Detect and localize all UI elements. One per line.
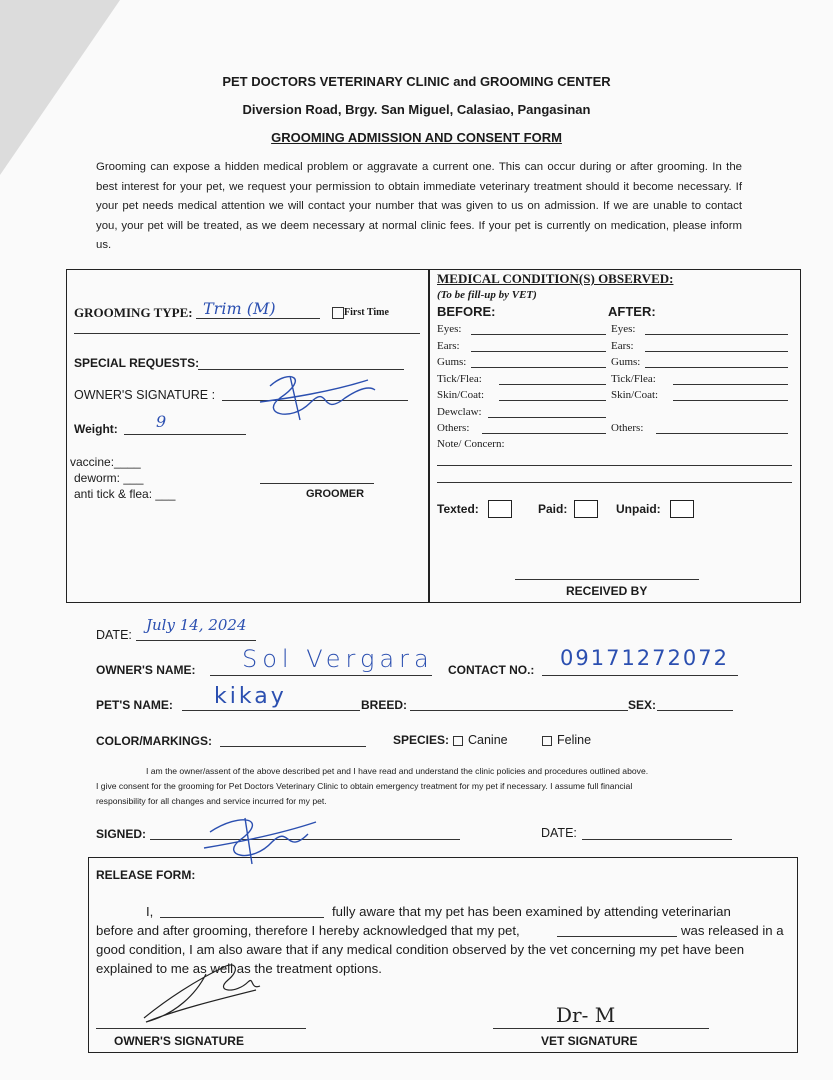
consent-line-3: responsibility for all changes and service incurred for my pet. bbox=[96, 796, 327, 806]
feline-option[interactable] bbox=[542, 733, 591, 747]
breed-label: BREED: bbox=[361, 698, 408, 712]
unpaid-checkbox[interactable] bbox=[670, 500, 694, 518]
unpaid-label: Unpaid: bbox=[616, 502, 661, 516]
medical-subtitle: (To be fill-up by VET) bbox=[437, 289, 537, 301]
pet-name-value: kikay bbox=[214, 684, 287, 709]
antitick-label: anti tick & flea: ___ bbox=[74, 487, 176, 501]
consent-date-line[interactable] bbox=[582, 839, 732, 840]
texted-checkbox[interactable] bbox=[488, 500, 512, 518]
owner-name-value: Sol Vergara bbox=[242, 645, 434, 673]
before-label: Eyes: bbox=[437, 323, 462, 335]
contact-line[interactable] bbox=[542, 675, 738, 676]
weight-line[interactable] bbox=[124, 434, 246, 435]
after-label: Ears: bbox=[611, 339, 634, 352]
texted-label: Texted: bbox=[437, 502, 479, 516]
after-heading: AFTER: bbox=[608, 304, 656, 319]
intro-paragraph: Grooming can expose a hidden medical problem or aggravate a current one. This can occur during or after grooming. In the best interest for your pet, we request your permission to obtain immediate veterinary treatment should it become necessary. If your pet needs medical attention we will contact your number that was given to us on admission. If we are unable to contact you, your pet will be treated, as we deem necessary at normal clinic fees. If your pet is currently on medication, please inform us. bbox=[96, 161, 742, 252]
grooming-type-label: GROOMING TYPE: bbox=[74, 305, 193, 320]
form-title: GROOMING ADMISSION AND CONSENT FORM bbox=[271, 130, 562, 145]
date-line[interactable] bbox=[136, 640, 256, 641]
note-line-1[interactable] bbox=[437, 465, 792, 466]
sex-label: SEX: bbox=[628, 698, 657, 712]
consent-signature-scribble bbox=[200, 812, 320, 868]
before-heading: BEFORE: bbox=[437, 304, 496, 319]
contact-value: 09171272072 bbox=[560, 646, 729, 670]
release-p1a: I, bbox=[146, 904, 154, 919]
color-label: COLOR/MARKINGS: bbox=[96, 734, 212, 748]
vet-signature-line[interactable] bbox=[493, 1028, 709, 1029]
sex-line[interactable] bbox=[657, 710, 733, 711]
after-label: Skin/Coat: bbox=[611, 389, 659, 401]
vet-signature-value: Dr- M bbox=[556, 1003, 616, 1027]
owner-name-line[interactable] bbox=[210, 675, 432, 676]
date-value: July 14, 2024 bbox=[146, 616, 247, 634]
before-label: Dewclaw: bbox=[437, 405, 482, 418]
grooming-type-line bbox=[196, 318, 320, 319]
medical-title: MEDICAL CONDITION(S) OBSERVED: bbox=[437, 271, 674, 286]
deworm-label: deworm: ___ bbox=[74, 471, 144, 485]
note-line-2[interactable] bbox=[437, 482, 792, 483]
before-line[interactable] bbox=[471, 351, 606, 352]
after-label: Eyes: bbox=[611, 323, 636, 335]
consent-line-2: I give consent for the grooming for Pet Doctors Veterinary Clinic to obtain emergency treatment for my pet if necessary. I assume full financial bbox=[96, 781, 633, 791]
vet-signature-label: VET SIGNATURE bbox=[541, 1034, 638, 1048]
note-label: Note/ Concern: bbox=[437, 438, 505, 450]
special-requests-label: SPECIAL REQUESTS: bbox=[74, 356, 200, 370]
before-label: Tick/Flea: bbox=[437, 372, 482, 385]
weight-value: 9 bbox=[156, 412, 167, 431]
release-p1b: fully aware that my pet has been examined by attending veterinarian bbox=[332, 904, 731, 919]
pet-name-line[interactable] bbox=[182, 710, 360, 711]
release-name-line[interactable] bbox=[160, 917, 324, 918]
after-line[interactable] bbox=[645, 334, 788, 335]
contact-label: CONTACT NO.: bbox=[448, 663, 535, 677]
before-line[interactable] bbox=[488, 417, 606, 418]
grooming-type-value[interactable]: Trim (M) bbox=[203, 299, 276, 318]
date-label: DATE: bbox=[96, 628, 132, 642]
before-label: Skin/Coat: bbox=[437, 389, 485, 401]
after-line[interactable] bbox=[645, 367, 788, 368]
first-time-label: First Time bbox=[344, 307, 389, 318]
after-line[interactable] bbox=[673, 400, 788, 401]
feline-label: Feline bbox=[557, 733, 592, 747]
feline-checkbox[interactable] bbox=[542, 736, 552, 746]
breed-line[interactable] bbox=[410, 710, 628, 711]
consent-date-label: DATE: bbox=[541, 826, 577, 840]
species-label: SPECIES: bbox=[393, 733, 450, 747]
received-by-label: RECEIVED BY bbox=[566, 584, 648, 598]
signed-label: SIGNED: bbox=[96, 827, 147, 841]
release-p3: good condition, I am also aware that if any medical condition observed by the vet concerning my pet have been bbox=[96, 942, 745, 957]
owner-name-label: OWNER'S NAME: bbox=[96, 663, 196, 677]
after-line[interactable] bbox=[673, 384, 788, 385]
canine-checkbox[interactable] bbox=[453, 736, 463, 746]
release-p2a: before and after grooming, therefore I hereby acknowledged that my pet, bbox=[96, 923, 520, 938]
first-time-checkbox[interactable] bbox=[332, 307, 344, 319]
pet-name-label: PET'S NAME: bbox=[96, 698, 173, 712]
owner-signature-release-label: OWNER'S SIGNATURE bbox=[114, 1034, 244, 1048]
grooming-extra-line bbox=[74, 333, 420, 334]
received-by-line[interactable] bbox=[515, 579, 699, 580]
color-line[interactable] bbox=[220, 746, 366, 747]
before-line[interactable] bbox=[471, 367, 606, 368]
after-line[interactable] bbox=[656, 433, 788, 434]
before-line[interactable] bbox=[482, 433, 606, 434]
canine-option[interactable] bbox=[453, 733, 508, 747]
before-line[interactable] bbox=[499, 400, 606, 401]
before-line[interactable] bbox=[471, 334, 606, 335]
canine-label: Canine bbox=[468, 733, 508, 747]
clinic-name: PET DOCTORS VETERINARY CLINIC and GROOMING CENTER bbox=[222, 74, 611, 89]
owner-signature-release-line[interactable] bbox=[96, 1028, 306, 1029]
after-line[interactable] bbox=[645, 351, 788, 352]
groomer-line[interactable] bbox=[260, 483, 374, 484]
release-pet-line[interactable] bbox=[557, 936, 677, 937]
owner-signature-label: OWNER'S SIGNATURE : bbox=[74, 388, 216, 402]
after-label: Gums: bbox=[611, 356, 641, 368]
paid-checkbox[interactable] bbox=[574, 500, 598, 518]
consent-line-1: I am the owner/assent of the above described pet and I have read and understand the clinic policies and procedures outlined above. bbox=[146, 766, 649, 776]
release-title: RELEASE FORM: bbox=[96, 868, 196, 882]
before-line[interactable] bbox=[499, 384, 606, 385]
weight-label: Weight: bbox=[74, 422, 118, 436]
paid-label: Paid: bbox=[538, 502, 568, 516]
groomer-label: GROOMER bbox=[306, 488, 365, 500]
box-divider bbox=[428, 269, 430, 602]
before-label: Ears: bbox=[437, 339, 460, 352]
owner-signature-scribble bbox=[250, 368, 380, 428]
release-p2b: was released in a bbox=[681, 923, 784, 938]
before-label: Others: bbox=[437, 422, 470, 434]
clinic-address: Diversion Road, Brgy. San Miguel, Calasiao, Pangasinan bbox=[242, 102, 591, 117]
release-signature-scribble bbox=[136, 960, 266, 1026]
after-label: Tick/Flea: bbox=[611, 372, 656, 385]
release-p4: explained to me as well as the treatment options. bbox=[96, 961, 382, 976]
before-label: Gums: bbox=[437, 356, 467, 368]
after-label: Others: bbox=[611, 422, 644, 434]
vaccine-label: vaccine:____ bbox=[70, 455, 141, 469]
